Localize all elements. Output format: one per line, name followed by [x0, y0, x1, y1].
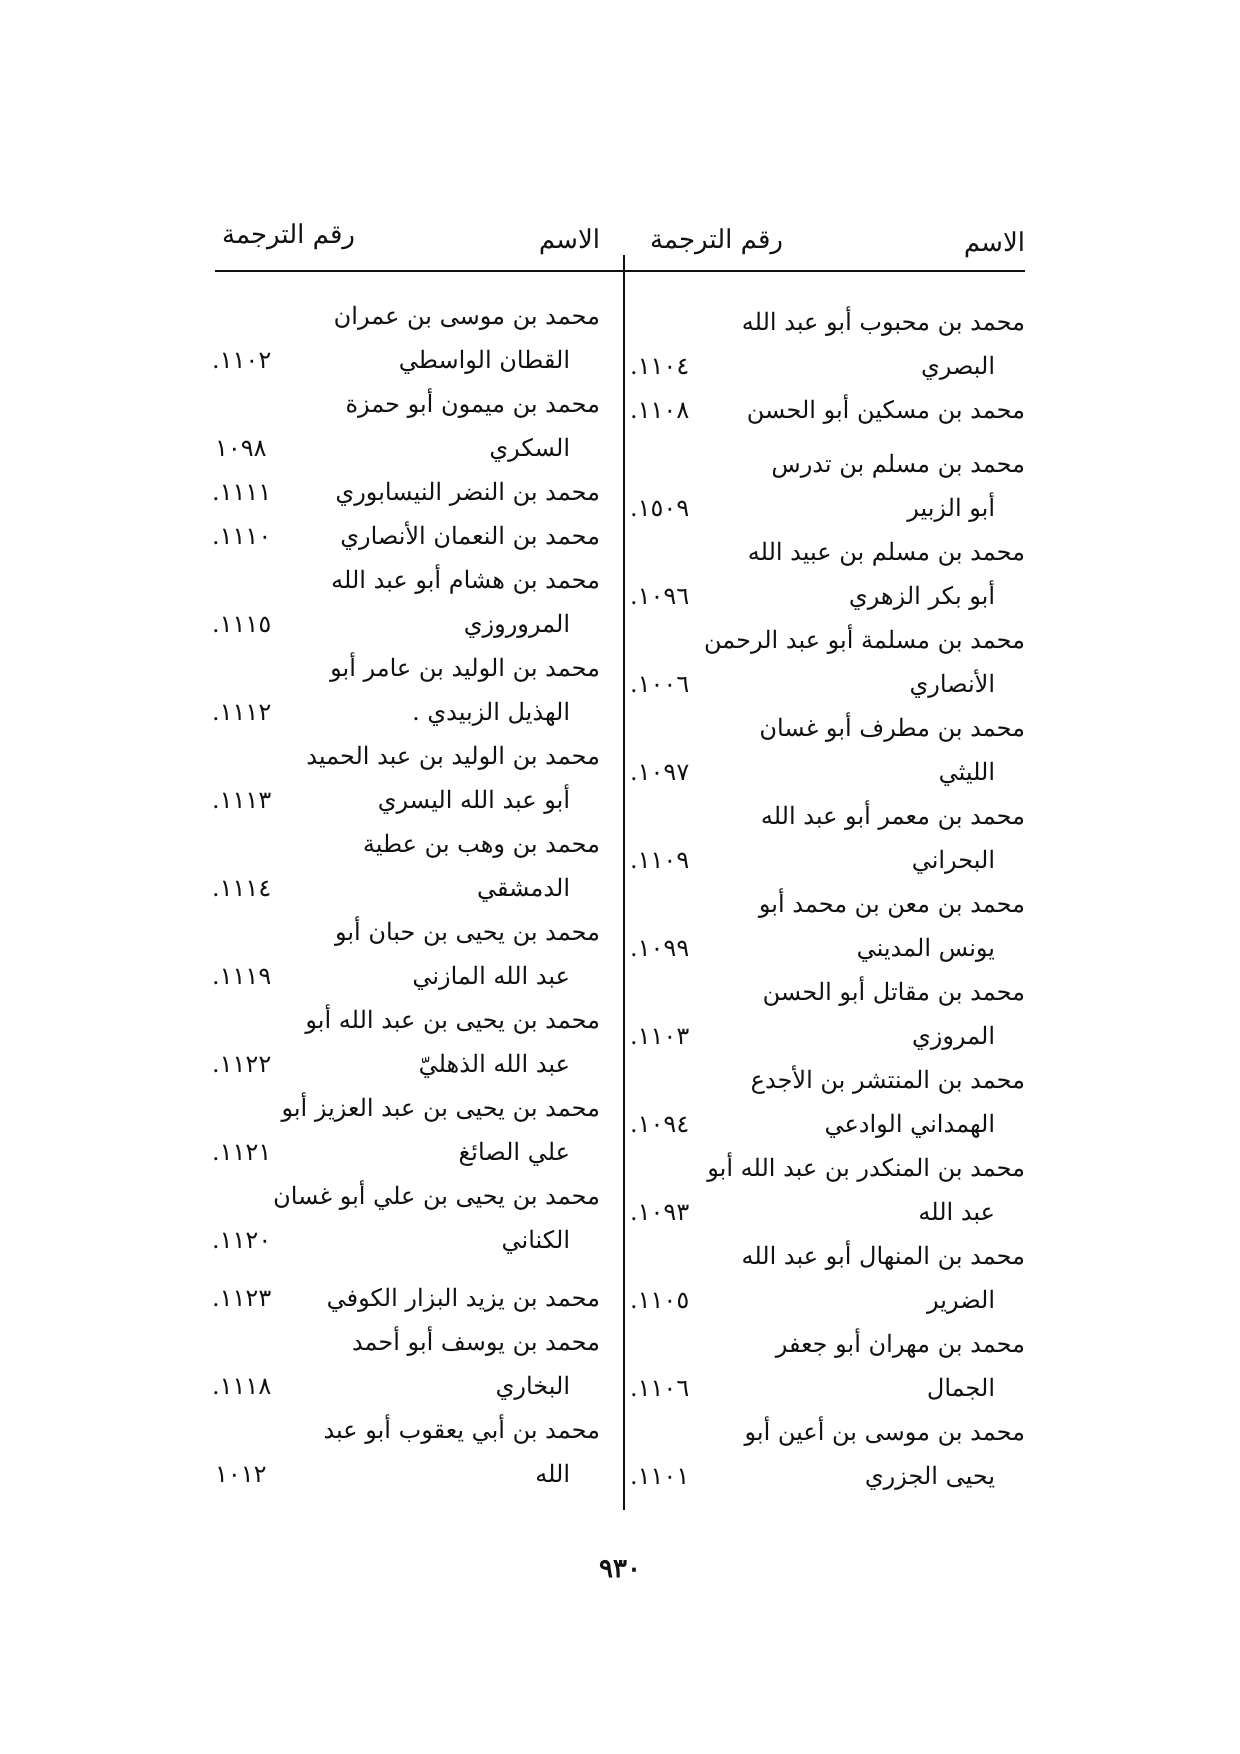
entry-line: محمد بن المنهال أبو عبد الله	[741, 1242, 1025, 1270]
entry-number: .١٠٩٤	[630, 1110, 690, 1138]
entry-number: .١٠٩٩	[630, 934, 690, 962]
entry-line: محمد بن معن بن محمد أبو	[758, 890, 1025, 918]
entry-number: .١١٠٦	[630, 1374, 690, 1402]
entry-line: محمد بن موسى بن عمران	[333, 302, 600, 330]
entry-number: .١١١٨	[212, 1372, 272, 1400]
entry-line: الضرير	[927, 1286, 995, 1314]
entry-number: .١٠٩٧	[630, 758, 690, 786]
entry-line: محمد بن مهران أبو جعفر	[775, 1330, 1025, 1358]
entry-number: .١١١١	[212, 478, 272, 506]
entry-line: الدمشقي	[477, 874, 570, 902]
entry-line: محمد بن وهب بن عطية	[362, 830, 600, 858]
entry-number: .١١١٤	[212, 874, 272, 902]
entry-line: محمد بن موسى بن أعين أبو	[744, 1418, 1025, 1446]
entry-line: يونس المديني	[856, 934, 995, 962]
entry-line: علي الصائغ	[458, 1138, 570, 1166]
entry-line: محمد بن مقاتل أبو الحسن	[762, 978, 1025, 1006]
entry-number: .١٠٠٦	[630, 670, 690, 698]
entry-line: محمد بن محبوب أبو عبد الله	[741, 308, 1025, 336]
entry-line: محمد بن يحيى بن عبد العزيز أبو	[281, 1094, 600, 1122]
entry-number: .١١٢١	[212, 1138, 272, 1166]
header-rule	[215, 270, 1025, 272]
entry-line: الليثي	[938, 758, 995, 786]
entry-line: محمد بن هشام أبو عبد الله	[331, 566, 600, 594]
entry-number: .١١٠٩	[630, 846, 690, 874]
entry-line: البصري	[920, 352, 995, 380]
entry-line: يحيى الجزري	[864, 1462, 995, 1490]
entry-number: .١١٠٢	[212, 346, 272, 374]
entry-number: .١٠٩٦	[630, 582, 690, 610]
entry-line: محمد بن مسلم بن تدرس	[771, 450, 1025, 478]
header-name-right: الاسم	[963, 228, 1025, 258]
entry-line: البحراني	[911, 846, 995, 874]
entry-line: الهمداني الوادعي	[824, 1110, 995, 1138]
entry-number: .١١٠٨	[630, 396, 690, 424]
entry-number: .١١٠٥	[630, 1286, 690, 1314]
entry-number: .١٠٩٣	[630, 1198, 690, 1226]
entry-line: محمد بن المنتشر بن الأجدع	[750, 1066, 1025, 1094]
entry-line: محمد بن يحيى بن علي أبو غسان	[273, 1182, 600, 1210]
entry-line: محمد بن أبي يعقوب أبو عبد	[323, 1416, 600, 1444]
entry-number: ١٠١٢	[215, 1460, 267, 1488]
entry-line: محمد بن مسكين أبو الحسن	[746, 396, 1025, 424]
page-number: ٩٣٠	[599, 1554, 641, 1584]
entry-line: الله	[535, 1460, 570, 1488]
header-number-right: رقم الترجمة	[650, 225, 783, 255]
entry-line: محمد بن المنكدر بن عبد الله أبو	[707, 1154, 1025, 1182]
entry-line: عبد الله	[918, 1198, 995, 1226]
entry-line: محمد بن يزيد البزار الكوفي	[326, 1284, 600, 1312]
entry-number: .١١٠٤	[630, 352, 690, 380]
entry-line: الجمال	[926, 1374, 995, 1402]
entry-line: القطان الواسطي	[398, 346, 570, 374]
entry-line: محمد بن معمر أبو عبد الله	[760, 802, 1025, 830]
entry-line: السكري	[489, 434, 570, 462]
entry-line: المروروزي	[463, 610, 570, 638]
entry-number: .١١١٩	[212, 962, 272, 990]
entry-line: الأنصاري	[909, 670, 995, 698]
entry-line: الهذيل الزبيدي .	[412, 698, 570, 726]
entry-number: .١١٠٣	[630, 1022, 690, 1050]
entry-line: عبد الله المازني	[412, 962, 570, 990]
column-divider	[623, 255, 625, 1510]
entry-line: أبو الزبير	[907, 494, 995, 522]
entry-line: المروزي	[911, 1022, 995, 1050]
entry-line: محمد بن النعمان الأنصاري	[340, 522, 600, 550]
entry-number: .١١١٠	[212, 522, 272, 550]
entry-line: محمد بن الوليد بن عبد الحميد	[306, 742, 600, 770]
entry-line: أبو بكر الزهري	[848, 582, 995, 610]
entry-number: .١١٢٣	[212, 1284, 272, 1312]
entry-line: محمد بن مسلمة أبو عبد الرحمن	[704, 626, 1025, 654]
entry-line: محمد بن يحيى بن عبد الله أبو	[305, 1006, 600, 1034]
header-name-left: الاسم	[538, 225, 600, 255]
header-number-left: رقم الترجمة	[222, 220, 355, 250]
entry-line: محمد بن ميمون أبو حمزة	[345, 390, 600, 418]
entry-line: محمد بن النضر النيسابوري	[335, 478, 600, 506]
entry-number: ١٠٩٨	[215, 434, 267, 462]
entry-line: عبد الله الذهليّ	[418, 1050, 570, 1078]
entry-line: محمد بن الوليد بن عامر أبو	[330, 654, 600, 682]
entry-number: .١١٠١	[630, 1462, 690, 1490]
entry-line: الكناني	[501, 1226, 570, 1254]
entry-line: محمد بن مطرف أبو غسان	[759, 714, 1025, 742]
entry-number: .١١٢٠	[212, 1226, 272, 1254]
entry-line: محمد بن مسلم بن عبيد الله	[747, 538, 1025, 566]
entry-line: محمد بن يوسف أبو أحمد	[351, 1328, 600, 1356]
entry-number: .١١١٥	[212, 610, 272, 638]
entry-number: .١١٢٢	[212, 1050, 272, 1078]
entry-line: محمد بن يحيى بن حبان أبو	[334, 918, 600, 946]
entry-line: البخاري	[495, 1372, 570, 1400]
entry-number: .١٥٠٩	[630, 494, 690, 522]
entry-number: .١١١٢	[212, 698, 272, 726]
entry-line: أبو عبد الله اليسري	[377, 786, 570, 814]
entry-number: .١١١٣	[212, 786, 272, 814]
